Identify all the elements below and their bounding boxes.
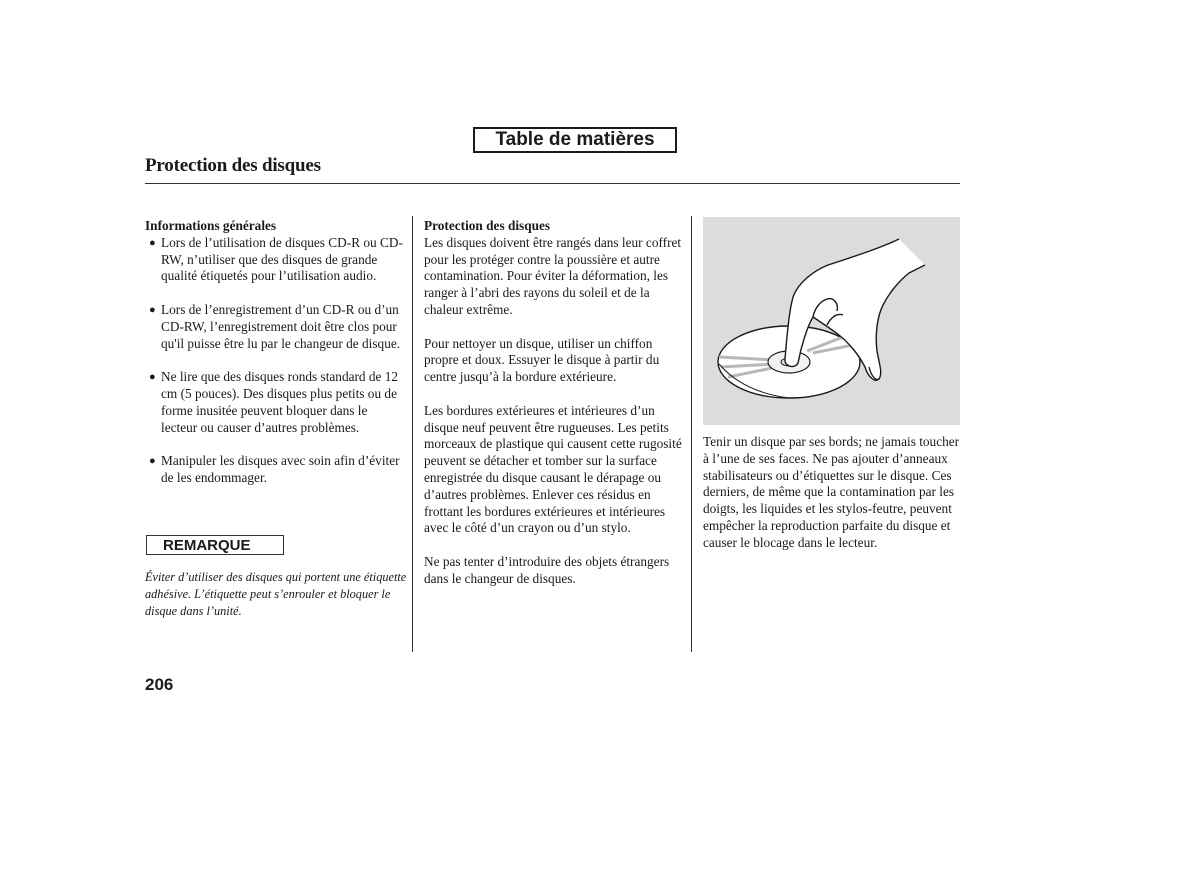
list-item (145, 235, 403, 285)
remarque-note: Éviter d’utiliser des disques qui portent une étiquette adhésive. L’étiquette peut s’enrouler et bloquer le disque dans l’unité. (145, 570, 407, 618)
hand-holding-disc-illustration (703, 217, 960, 425)
list-item-text: Manipuler les disques avec soin afin d’éviter de les endommager. (161, 453, 400, 485)
list-item-text: Lors de l’enregistrement d’un CD-R ou d’un CD-RW, l’enregistrement doit être clos pour qu'il puisse être lu par le changeur de disque. (161, 301, 401, 351)
column-handling (703, 434, 961, 568)
paragraph: Les disques doivent être rangés dans leur coffret pour les protéger contre la poussière et autre contamination. Pour éviter la déformation, les ranger à l’abri des rayons du soleil et de la chaleur extrême. (424, 234, 682, 317)
page-number: 206 (145, 675, 174, 694)
paragraph: Les bordures extérieures et intérieures d’un disque neuf peuvent être rugueuses. Les petits morceaux de plastique qui causent cette rugosité peuvent se détacher et tomber sur la surface enregistrée du disque causant le dérapage ou d’autres problèmes. Enlever ces résidus en frottant les bordures extérieures et intérieures avec le côté d’un crayon ou d’un stylo. (424, 402, 682, 536)
list-item (145, 302, 403, 352)
general-info-heading: Informations générales (145, 218, 277, 233)
disc-protection-heading: Protection des disques (424, 218, 551, 233)
general-info-list (145, 235, 403, 487)
column-general-info (145, 218, 403, 504)
bullet-icon: ● (149, 236, 156, 249)
list-item (145, 369, 403, 436)
remarque-label: REMARQUE (146, 535, 284, 555)
bullet-icon: ● (149, 371, 156, 384)
page-title: Protection des disques (145, 155, 321, 176)
bullet-icon: ● (149, 455, 156, 468)
bullet-icon: ● (149, 303, 156, 316)
column-disc-protection (424, 218, 682, 604)
paragraph: Tenir un disque par ses bords; ne jamais toucher à l’une de ses faces. Ne pas ajouter d’anneaux stabilisateurs ou d’étiquettes sur le disque. Ces derniers, de même que la contamination par les doigts, les liquides et les stylos-feutre, peuvent empêcher la reproduction parfaite du disque et causer le blocage dans le lecteur. (703, 434, 960, 550)
column-divider (691, 216, 692, 652)
list-item-text: Ne lire que des disques ronds standard de 12 cm (5 pouces). Des disques plus petits ou de forme inusitée peuvent bloquer dans le lecteur ou causer d’autres problèmes. (161, 369, 399, 435)
column-divider (412, 216, 413, 652)
table-of-contents-button[interactable]: Table de matières (473, 127, 677, 153)
paragraph: Pour nettoyer un disque, utiliser un chiffon propre et doux. Essuyer le disque à partir du centre jusqu’à la bordure extérieure. (424, 335, 660, 385)
list-item-text: Lors de l’utilisation de disques CD-R ou CD-RW, n’utiliser que des disques de grande qualité étiquetés pour l’utilisation audio. (161, 234, 403, 284)
title-divider (145, 183, 960, 184)
paragraph: Ne pas tenter d’introduire des objets étrangers dans le changeur de disques. (424, 553, 670, 586)
list-item (145, 453, 403, 487)
